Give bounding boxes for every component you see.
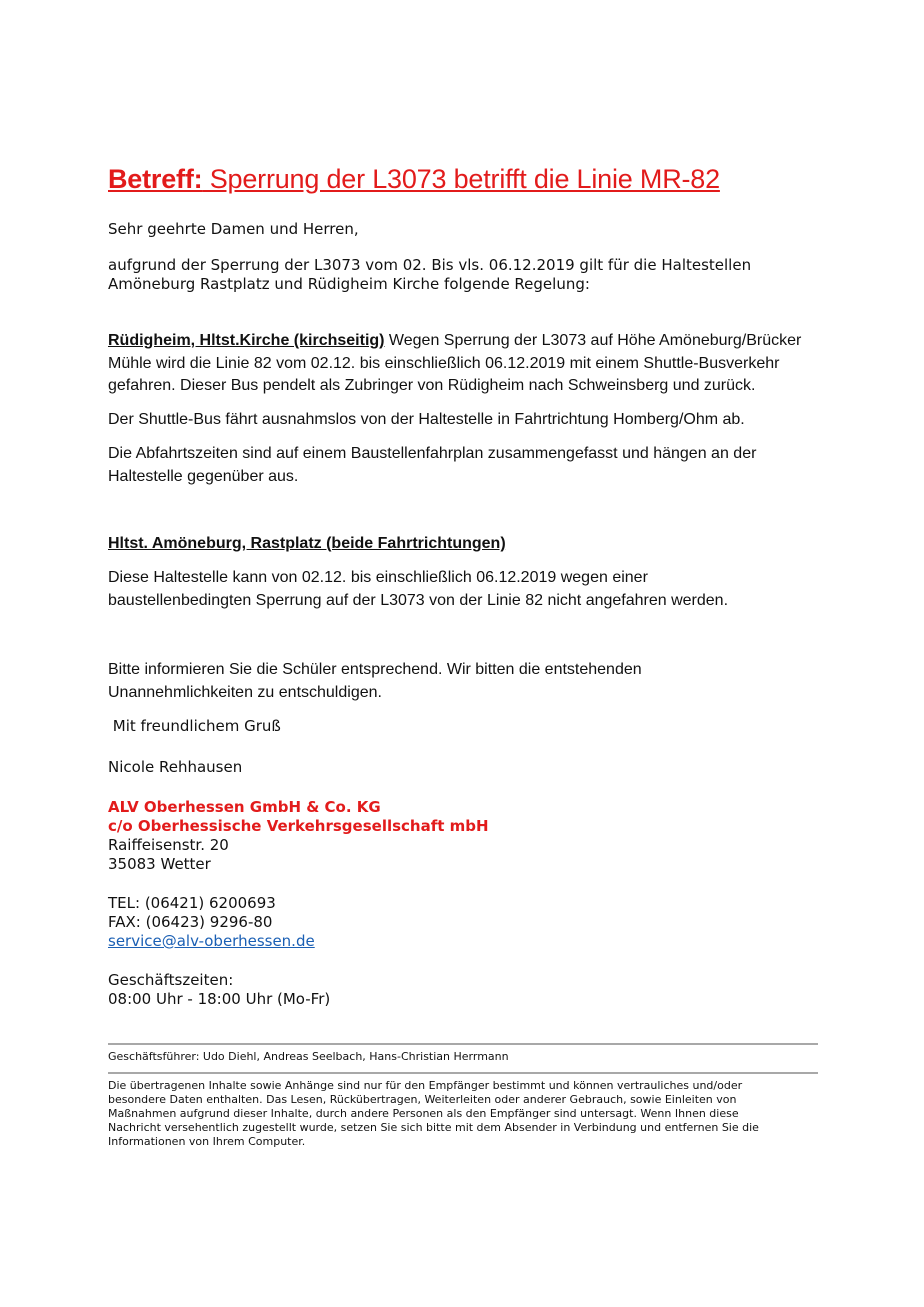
- company-signature-block: [108, 798, 489, 874]
- subject-text: Sperrung der L3073 betrifft die Linie MR-82: [202, 164, 720, 194]
- email-link[interactable]: service@alv-oberhessen.de: [108, 932, 315, 950]
- regards: Mit freundlichem Gruß: [108, 717, 281, 735]
- disclaimer-line: Die übertragenen Inhalte sowie Anhänge sind nur für den Empfänger bestimmt und können vertrauliches und/oder: [108, 1079, 743, 1092]
- disclaimer-line: Nachricht versehentlich zugestellt wurde, setzen Sie sich bitte mit dem Absender in Verbindung und entfernen Sie die: [108, 1121, 759, 1134]
- footer-divider-top: [108, 1043, 818, 1045]
- section-ruedigheim-heading: Rüdigheim, Hltst.Kirche (kirchseitig): [108, 332, 385, 349]
- departure-times-paragraph: [108, 443, 756, 488]
- section-amoeneburg-heading: [108, 533, 506, 556]
- fax-number: FAX: (06423) 9296-80: [108, 913, 273, 931]
- greeting: Sehr geehrte Damen und Herren,: [108, 220, 359, 238]
- company-city: 35083 Wetter: [108, 855, 211, 873]
- subject-line: [108, 164, 720, 195]
- paragraph-line: baustellenbedingten Sperrung auf der L3073 von der Linie 82 nicht angefahren werden.: [108, 591, 729, 609]
- disclaimer-line: Maßnahmen aufgrund dieser Inhalte, durch andere Personen als den Empfänger sind untersagt. Wenn Ihnen diese: [108, 1107, 739, 1120]
- business-hours-label: Geschäftszeiten:: [108, 971, 234, 989]
- shuttle-paragraph: Der Shuttle-Bus fährt ausnahmslos von der Haltestelle in Fahrtrichtung Homberg/Ohm ab.: [108, 411, 745, 428]
- paragraph-line: Diese Haltestelle kann von 02.12. bis einschließlich 06.12.2019 wegen einer: [108, 569, 648, 586]
- signer-name: Nicole Rehhausen: [108, 758, 243, 776]
- company-care-of: c/o Oberhessische Verkehrsgesellschaft mbH: [108, 817, 489, 835]
- disclaimer-line: Informationen von Ihrem Computer.: [108, 1135, 306, 1148]
- contact-block: [108, 894, 315, 951]
- section-ruedigheim-first-line: [108, 330, 801, 353]
- intro-line: Amöneburg Rastplatz und Rüdigheim Kirche folgende Regelung:: [108, 275, 590, 293]
- paragraph-line: Unannehmlichkeiten zu entschuldigen.: [108, 683, 382, 701]
- paragraph-line: Mühle wird die Linie 82 vom 02.12. bis einschließlich 06.12.2019 mit einem Shuttle-Busverkehr: [108, 354, 780, 372]
- disclaimer-line: besondere Daten enthalten. Das Lesen, Rückübertragen, Weiterleiten oder anderer Gebrauch, sowie Einleiten von: [108, 1093, 737, 1106]
- paragraph-line: Bitte informieren Sie die Schüler entsprechend. Wir bitten die entstehenden: [108, 661, 642, 678]
- footer-disclaimer: [108, 1079, 759, 1149]
- paragraph-line: Haltestelle gegenüber aus.: [108, 467, 299, 485]
- footer-managers: Geschäftsführer: Udo Diehl, Andreas Seelbach, Hans-Christian Herrmann: [108, 1050, 509, 1063]
- intro-line: aufgrund der Sperrung der L3073 vom 02. Bis vls. 06.12.2019 gilt für die Haltestellen: [108, 256, 752, 274]
- phone-number: TEL: (06421) 6200693: [108, 894, 276, 912]
- business-hours: [108, 971, 330, 1009]
- section-heading-text: Hltst. Amöneburg, Rastplatz (beide Fahrtrichtungen): [108, 535, 506, 552]
- business-hours-value: 08:00 Uhr - 18:00 Uhr (Mo-Fr): [108, 990, 331, 1008]
- section-ruedigheim-paragraph: [108, 330, 801, 398]
- company-name: ALV Oberhessen GmbH & Co. KG: [108, 798, 381, 816]
- paragraph-line: Die Abfahrtszeiten sind auf einem Baustellenfahrplan zusammengefasst und hängen an der: [108, 445, 757, 462]
- section-amoeneburg-paragraph: [108, 567, 728, 612]
- closing-paragraph: [108, 659, 642, 704]
- company-street: Raiffeisenstr. 20: [108, 836, 229, 854]
- paragraph-line: gefahren. Dieser Bus pendelt als Zubringer von Rüdigheim nach Schweinsberg und zurück.: [108, 377, 756, 394]
- footer-divider-bottom: [108, 1072, 818, 1074]
- intro-paragraph: [108, 256, 751, 294]
- subject-label: Betreff:: [108, 164, 203, 194]
- paragraph-text: Wegen Sperrung der L3073 auf Höhe Amöneburg/Brücker: [384, 332, 802, 349]
